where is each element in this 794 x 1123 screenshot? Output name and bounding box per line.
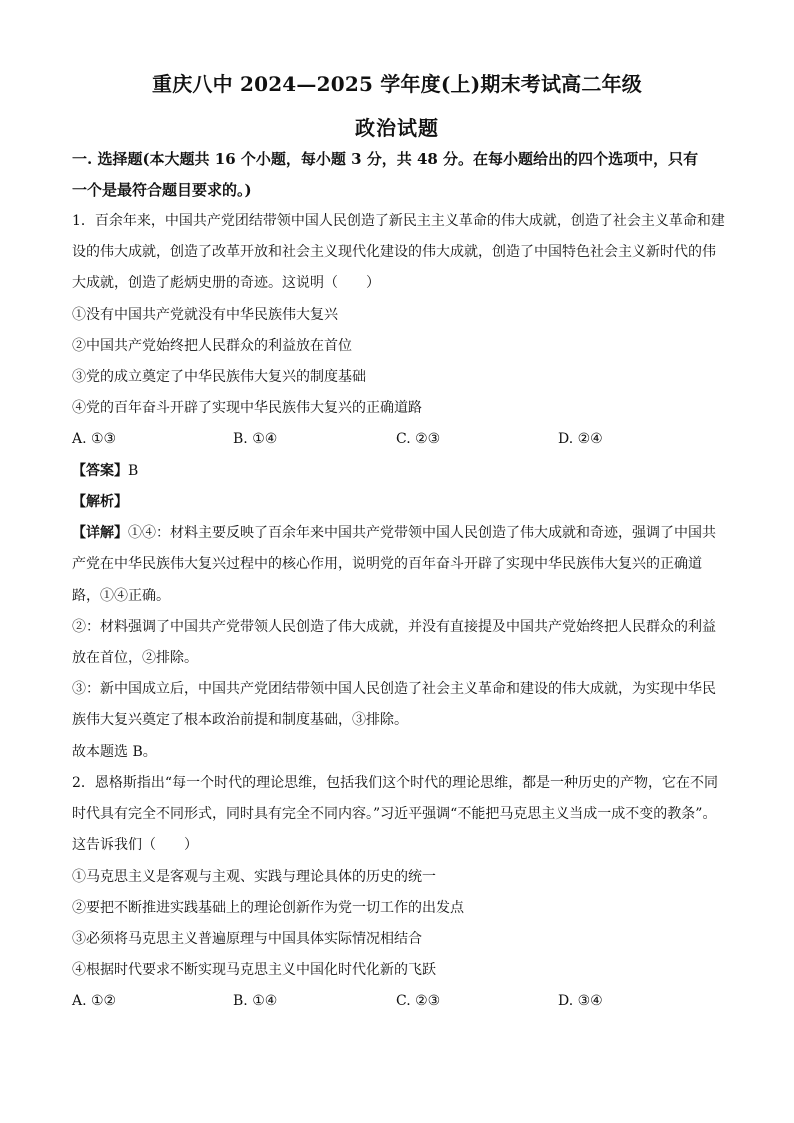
section-heading-line1: 一. 选择题(本大题共 16 个小题，每小题 3 分，共 48 分。在每小题给出的四个选项中，只有 (72, 150, 699, 168)
detail-text-1: ①④：材料主要反映了百余年来中国共产党带领中国人民创造了伟大成就和奇迹，强调了中国共 (128, 525, 716, 541)
q1-analysis-label (72, 492, 732, 512)
exam-title: 重庆八中 2024—2025 学年度(上)期末考试高二年级 (152, 72, 642, 96)
q1-option-a: A. ①③ (72, 431, 117, 447)
q1-exp3-line2: 族伟大复兴奠定了根本政治前提和制度基础，③排除。 (72, 712, 408, 728)
q1-detail-line1 (72, 523, 732, 543)
q2-option-c: C. ②③ (396, 993, 441, 1009)
q1-stem-line3: 大成就，创造了彪炳史册的奇迹。这说明（ ） (72, 275, 380, 291)
q2-statement-3: ③必须将马克思主义普遍原理与中国具体实际情况相结合 (72, 931, 422, 947)
answer-label: 【答案】 (72, 463, 128, 479)
q1-exp2-line2: 放在首位，②排除。 (72, 650, 198, 666)
answer-value: B (128, 463, 139, 479)
q1-option-c: C. ②③ (396, 431, 441, 447)
q2-option-d: D. ③④ (558, 993, 603, 1009)
q1-statement-2: ②中国共产党始终把人民群众的利益放在首位 (72, 338, 352, 354)
q2-option-a: A. ①② (72, 993, 117, 1009)
q1-detail-line2: 产党在中华民族伟大复兴过程中的核心作用，说明党的百年奋斗开辟了实现中华民族伟大复兴的正确道 (72, 556, 702, 572)
q1-statement-3: ③党的成立奠定了中华民族伟大复兴的制度基础 (72, 369, 366, 385)
q2-statement-1: ①马克思主义是客观与主观、实践与理论具体的历史的统一 (72, 869, 436, 885)
q1-exp3-line1: ③：新中国成立后，中国共产党团结带领中国人民创造了社会主义革命和建设的伟大成就，为实现中华民 (72, 681, 716, 697)
q1-answer (72, 461, 732, 481)
q1-statement-4: ④党的百年奋斗开辟了实现中华民族伟大复兴的正确道路 (72, 400, 422, 416)
q2-stem-line2: 时代具有完全不同形式，同时具有完全不同内容。”习近平强调“不能把马克思主义当成一成不变的教条”。 (72, 806, 717, 822)
q1-stem-line1: 1．百余年来，中国共产党团结带领中国人民创造了新民主主义革命的伟大成就，创造了社会主义革命和建 (72, 213, 725, 229)
q1-statement-1: ①没有中国共产党就没有中华民族伟大复兴 (72, 307, 338, 323)
q1-detail-line3: 路，①④正确。 (72, 588, 170, 604)
q1-option-b: B. ①④ (233, 431, 278, 447)
q2-stem-line3: 这告诉我们（ ） (72, 837, 198, 853)
section-heading-line2: 一个是最符合题目要求的。) (72, 181, 252, 199)
q1-option-d: D. ②④ (558, 431, 603, 447)
subject-title: 政治试题 (355, 116, 439, 140)
q2-option-b: B. ①④ (233, 993, 278, 1009)
detail-label: 【详解】 (72, 525, 128, 541)
q1-conclusion: 故本题选 B。 (72, 744, 157, 760)
q2-statement-2: ②要把不断推进实践基础上的理论创新作为党一切工作的出发点 (72, 900, 464, 916)
q2-stem-line1: 2．恩格斯指出“每一个时代的理论思维，包括我们这个时代的理论思维，都是一种历史的产物，它在不同 (72, 775, 719, 791)
q2-statement-4: ④根据时代要求不断实现马克思主义中国化时代化新的飞跃 (72, 962, 436, 978)
q1-exp2-line1: ②：材料强调了中国共产党带领人民创造了伟大成就，并没有直接提及中国共产党始终把人民群众的利益 (72, 619, 716, 635)
q1-stem-line2: 设的伟大成就，创造了改革开放和社会主义现代化建设的伟大成就，创造了中国特色社会主义新时代的伟 (72, 244, 716, 260)
analysis-label: 【解析】 (72, 494, 128, 510)
